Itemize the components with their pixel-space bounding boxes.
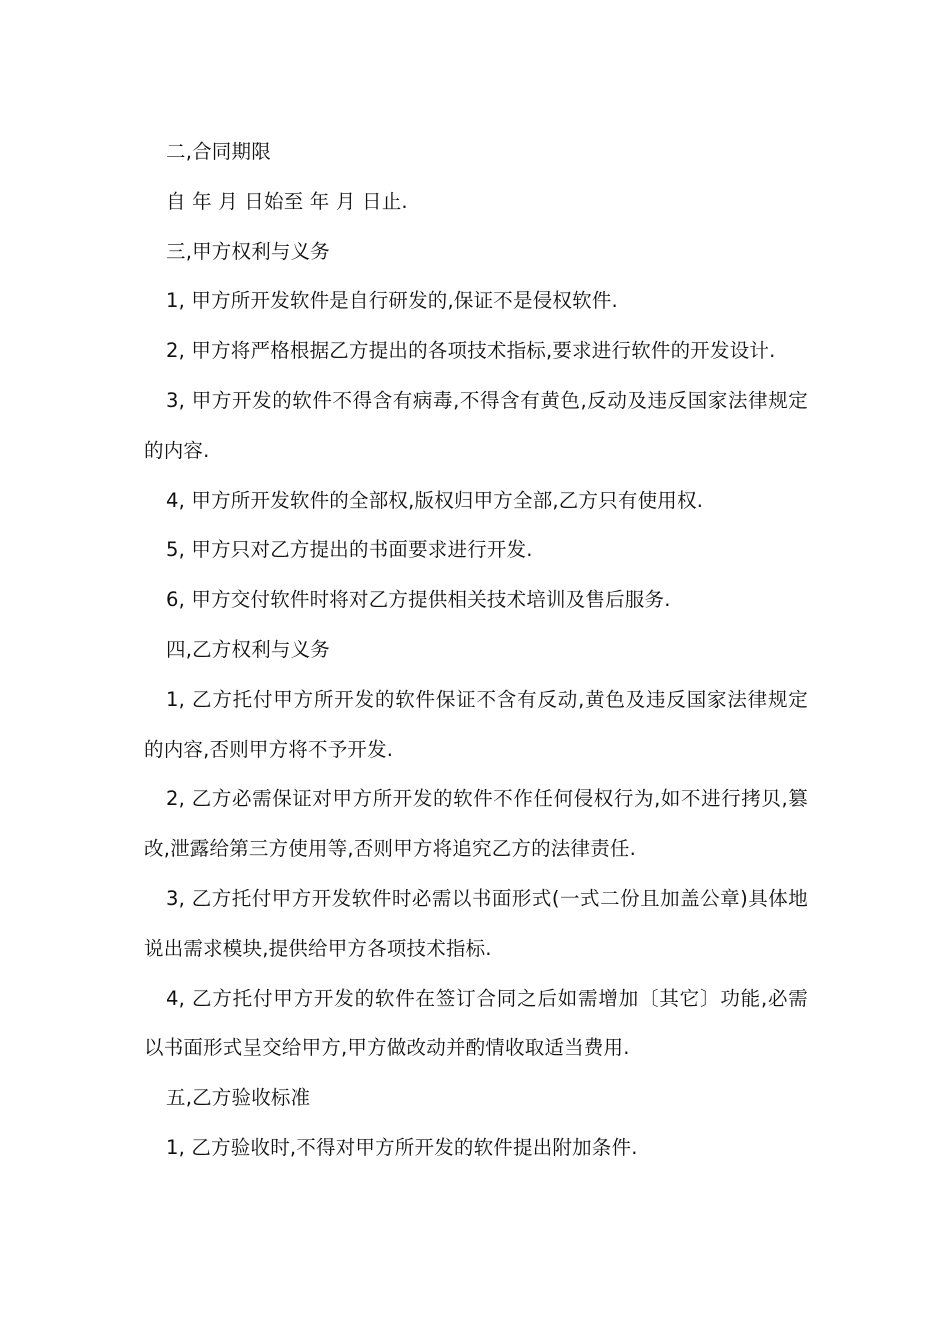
party-a-clause-1: 1, 甲方所开发软件是自行研发的,保证不是侵权软件. — [166, 289, 618, 313]
party-a-clause-4: 4, 甲方所开发软件的全部权,版权归甲方全部,乙方只有使用权. — [166, 488, 704, 512]
contract-period-line: 自 年 月 日始至 年 月 日止. — [166, 189, 408, 213]
party-a-clause-3: 3, 甲方开发的软件不得含有病毒,不得含有黄色,反动及违反国家法律规定的内容. — [144, 388, 808, 462]
section-2-heading: 二,合同期限 — [166, 140, 271, 163]
section-4-heading: 四,乙方权利与义务 — [166, 637, 330, 661]
party-a-clause-5: 5, 甲方只对乙方提出的书面要求进行开发. — [166, 538, 533, 562]
party-a-clause-2: 2, 甲方将严格根据乙方提出的各项技术指标,要求进行软件的开发设计. — [166, 339, 776, 363]
party-b-clause-2: 2, 乙方必需保证对甲方所开发的软件不作任何侵权行为,如不进行拷贝,篡改,泄露给第三方使用等,否则甲方将追究乙方的法律责任. — [144, 787, 808, 861]
contract-body — [144, 127, 808, 1173]
party-b-clause-4: 4, 乙方托付甲方开发的软件在签订合同之后如需增加〔其它〕功能,必需以书面形式呈交给甲方,甲方做改动并酌情收取适当费用. — [144, 986, 808, 1060]
acceptance-clause-1: 1, 乙方验收时,不得对甲方所开发的软件提出附加条件. — [166, 1135, 638, 1159]
party-b-clause-3: 3, 乙方托付甲方开发软件时必需以书面形式(一式二份且加盖公章)具体地说出需求模块,提供给甲方各项技术指标. — [144, 886, 808, 960]
section-5-heading: 五,乙方验收标准 — [166, 1086, 311, 1110]
party-a-clause-6: 6, 甲方交付软件时将对乙方提供相关技术培训及售后服务. — [166, 588, 671, 612]
party-b-clause-1: 1, 乙方托付甲方所开发的软件保证不含有反动,黄色及违反国家法律规定的内容,否则甲方将不予开发. — [144, 687, 808, 761]
section-3-heading: 三,甲方权利与义务 — [166, 239, 330, 263]
